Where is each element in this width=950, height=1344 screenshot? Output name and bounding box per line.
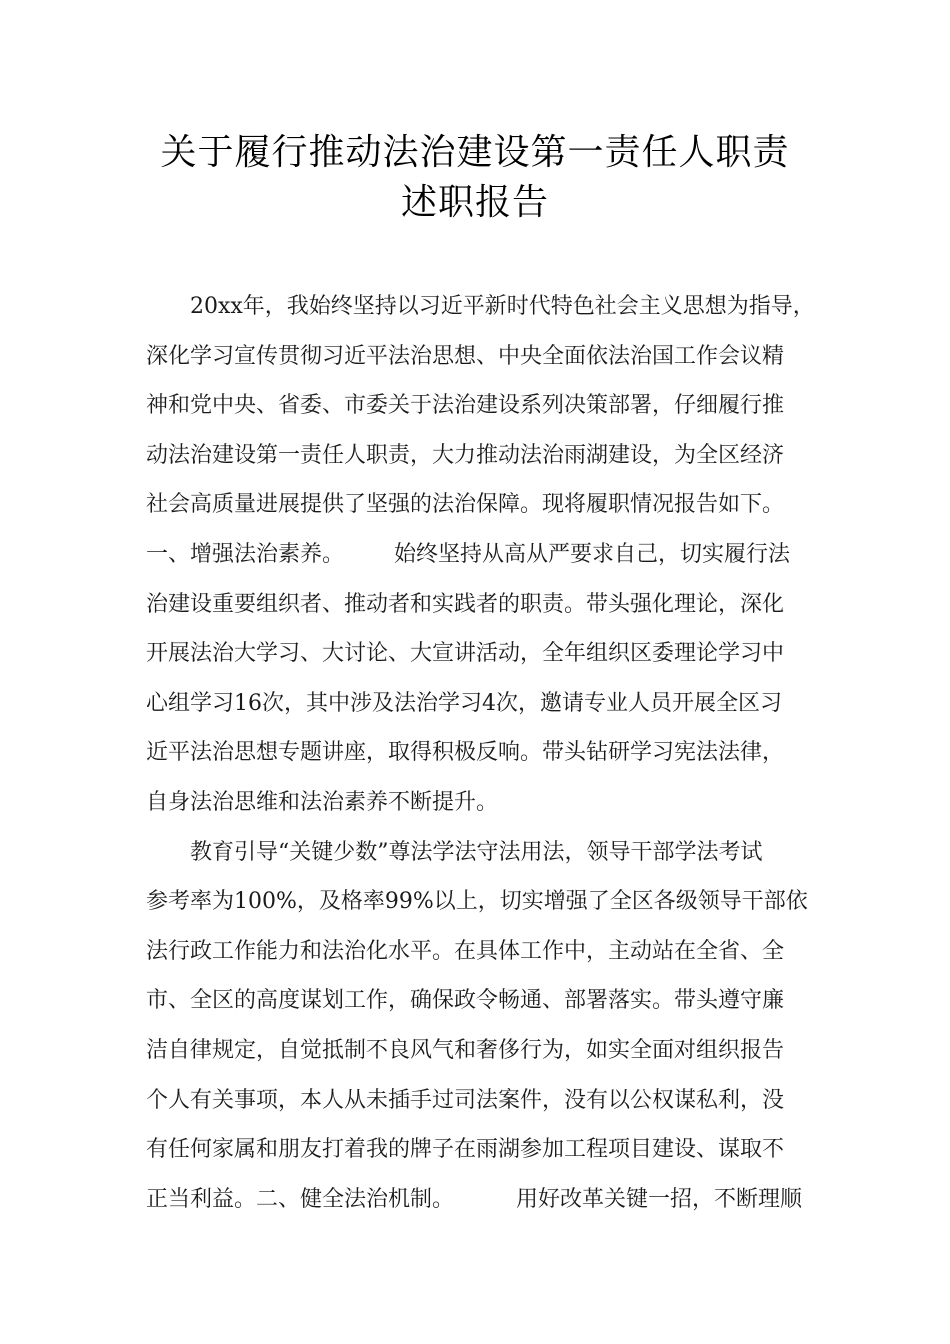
document-title (0, 128, 950, 228)
text-line: 市、全区的高度谋划工作，确保政令畅通、部署落实。带头遵守廉 (146, 988, 785, 1014)
text-line: 参考率为100%，及格率99%以上，切实增强了全区各级领导干部依 (146, 889, 808, 915)
text-line (146, 1175, 806, 1225)
text-line: 20xx年，我始终坚持以习近平新时代特色社会主义思想为指导， (190, 294, 815, 319)
text-line: 神和党中央、省委、市委关于法治建设系列决策部署，仔细履行推 (146, 393, 785, 419)
paragraph-education (146, 828, 806, 1225)
title-line-2: 述职报告 (400, 182, 549, 223)
text-line: 开展法治大学习、大讨论、大宣讲活动，全年组织区委理论学习中 (146, 641, 785, 667)
text-line: 近平法治思想专题讲座，取得积极反响。带头钻研学习宪法法律， (146, 740, 785, 766)
section-heading-2: 正当利益。二、健全法治机制。 (146, 1186, 455, 1212)
document-body (146, 282, 815, 1224)
text-line (146, 530, 806, 580)
title-line-1: 关于履行推动法治建设第一责任人职责 (160, 132, 790, 173)
text-line: 有任何家属和朋友打着我的牌子在雨湖参加工程项目建设、谋取不 (146, 1137, 785, 1163)
section-1-text: 始终坚持从高从严要求自己，切实履行法 (394, 541, 791, 567)
text-line: 深化学习宣传贯彻习近平法治思想、中央全面依法治国工作会议精 (146, 343, 785, 369)
section-heading-1: 一、增强法治素养。 (146, 541, 345, 567)
text-line: 自身法治思维和法治素养不断提升。 (146, 789, 499, 815)
text-line: 法行政工作能力和法治化水平。在具体工作中，主动站在全省、全 (146, 938, 785, 964)
text-line: 社会高质量进展提供了坚强的法治保障。现将履职情况报告如下。 (146, 492, 785, 518)
text-line: 教育引导“关键少数”尊法学法守法用法，领导干部学法考试 (190, 839, 763, 865)
text-line: 动法治建设第一责任人职责，大力推动法治雨湖建设，为全区经济 (146, 442, 785, 468)
text-line: 个人有关事项，本人从未插手过司法案件，没有以公权谋私利，没 (146, 1087, 785, 1113)
paragraph-section-1 (146, 530, 806, 828)
section-2-text: 用好改革关键一招，不断理顺 (516, 1186, 803, 1212)
text-line: 洁自律规定，自觉抵制不良风气和奢侈行为，如实全面对组织报告 (146, 1037, 785, 1063)
text-line: 治建设重要组织者、推动者和实践者的职责。带头强化理论，深化 (146, 591, 785, 617)
paragraph-intro (146, 282, 815, 530)
text-line: 心组学习16次，其中涉及法治学习4次，邀请专业人员开展全区习 (146, 690, 782, 716)
